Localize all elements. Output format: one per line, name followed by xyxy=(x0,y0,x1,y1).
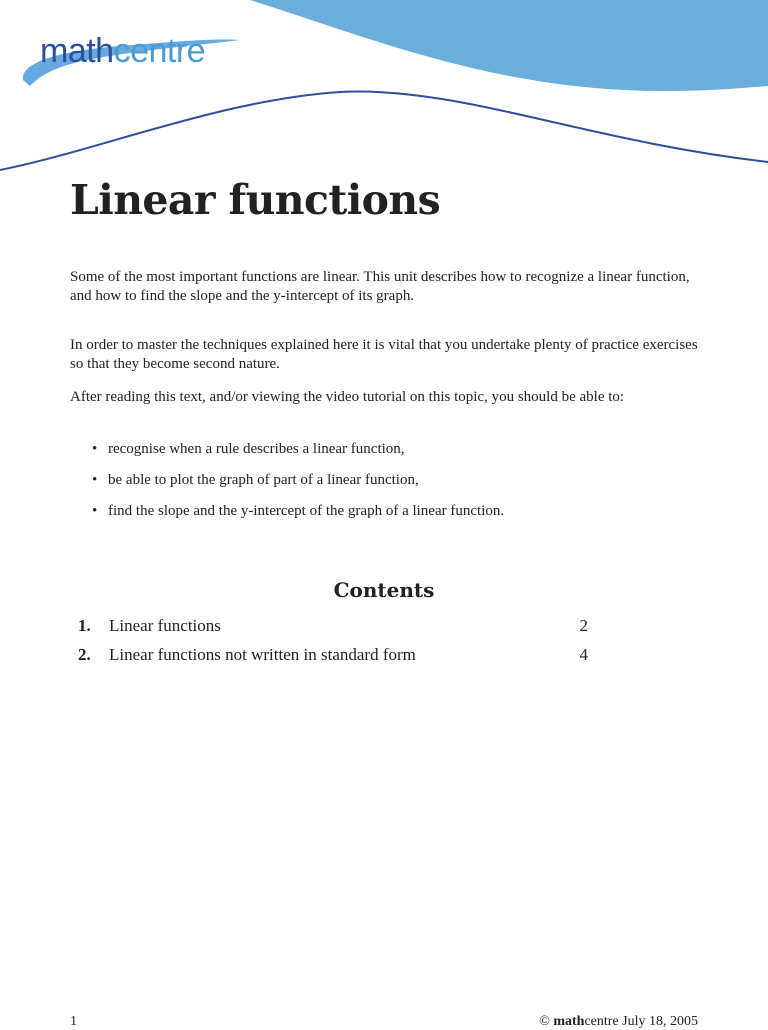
toc-page: 2 xyxy=(579,616,588,635)
table-of-contents xyxy=(78,614,588,672)
bullet-icon: • xyxy=(92,472,98,488)
objective-text: find the slope and the y-intercept of the graph of a linear function. xyxy=(108,503,505,519)
page-number: 1 xyxy=(70,1014,77,1029)
objective-text: be able to plot the graph of part of a linear function, xyxy=(108,472,419,488)
list-item xyxy=(92,502,504,533)
practice-paragraph: In order to master the techniques explained here it is vital that you undertake plenty of practice exercises so that they become second nature. xyxy=(70,337,698,372)
contents-heading: Contents xyxy=(333,578,435,602)
footer-copyright xyxy=(539,1014,698,1030)
toc-title: Linear functions xyxy=(109,616,221,635)
toc-number: 1. xyxy=(78,616,91,635)
footer-brand-rest: centre xyxy=(584,1014,619,1029)
list-item xyxy=(92,471,504,502)
objective-text: recognise when a rule describes a linear function, xyxy=(108,441,405,457)
document-title: Linear functions xyxy=(70,176,441,224)
bullet-icon: • xyxy=(92,503,98,519)
header-wave-line xyxy=(0,92,768,170)
toc-entry[interactable] xyxy=(78,643,588,672)
logo-text-centre: centre xyxy=(113,32,206,70)
toc-title: Linear functions not written in standard form xyxy=(109,645,416,664)
objectives-list xyxy=(92,440,504,533)
toc-number: 2. xyxy=(78,645,91,664)
footer-brand-bold: math xyxy=(553,1014,585,1029)
mathcentre-logo xyxy=(40,34,205,68)
header-wave-fill xyxy=(250,0,768,91)
toc-page: 4 xyxy=(579,645,588,664)
bullet-icon: • xyxy=(92,441,98,457)
list-item xyxy=(92,440,504,471)
intro-paragraph: Some of the most important functions are linear. This unit describes how to recognize a linear function, and how to find the slope and the y-intercept of its graph. xyxy=(70,269,690,304)
header-wave-graphic xyxy=(0,0,768,180)
objectives-lead-in: After reading this text, and/or viewing the video tutorial on this topic, you should be able to: xyxy=(70,389,625,405)
copyright-symbol: © xyxy=(539,1014,550,1029)
footer-date: July 18, 2005 xyxy=(622,1014,698,1029)
logo-text-math: math xyxy=(40,32,114,70)
toc-entry[interactable] xyxy=(78,614,588,643)
